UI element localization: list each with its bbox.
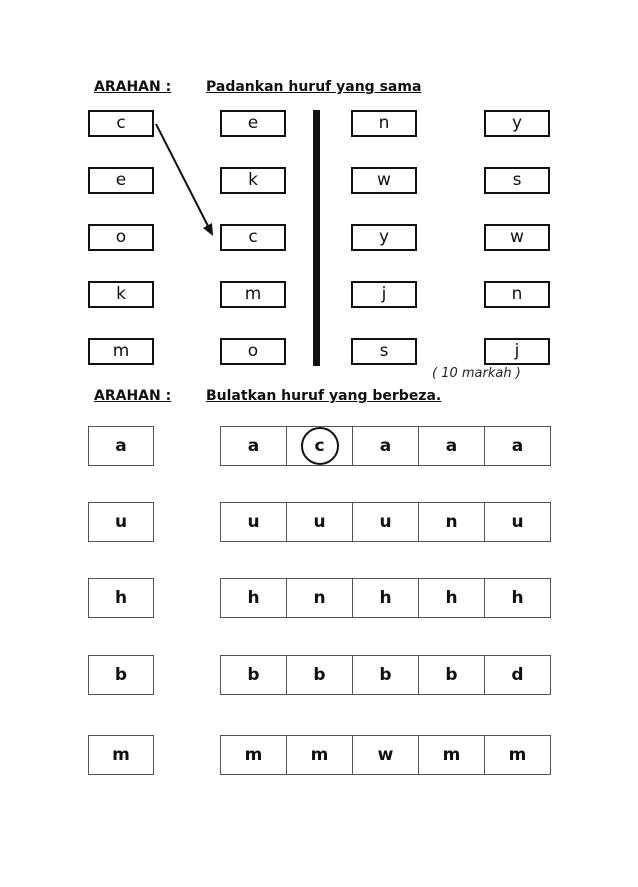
match-box-left-b-2[interactable]: w [351, 167, 417, 194]
section2-label: ARAHAN : [94, 388, 172, 404]
option-cell[interactable]: m [484, 735, 551, 775]
target-letter-2: u [88, 502, 154, 542]
match-box-right-5[interactable]: o [220, 338, 286, 365]
match-box-right-b-4[interactable]: n [484, 281, 550, 308]
match-box-left-b-3[interactable]: y [351, 224, 417, 251]
option-cell[interactable]: d [484, 655, 551, 695]
option-cell[interactable]: a [484, 426, 551, 466]
match-box-left-1[interactable]: c [88, 110, 154, 137]
option-cell[interactable]: w [352, 735, 419, 775]
match-box-left-b-4[interactable]: j [351, 281, 417, 308]
option-cell[interactable]: u [352, 502, 419, 542]
option-cell[interactable]: h [220, 578, 287, 618]
option-cell[interactable]: h [352, 578, 419, 618]
option-cell-circled[interactable] [286, 426, 353, 466]
option-cell[interactable]: b [352, 655, 419, 695]
option-cell[interactable]: a [220, 426, 287, 466]
match-box-left-4[interactable]: k [88, 281, 154, 308]
option-cell[interactable]: b [418, 655, 485, 695]
match-box-right-b-5[interactable]: j [484, 338, 550, 365]
option-cell[interactable]: m [418, 735, 485, 775]
option-cell[interactable]: b [220, 655, 287, 695]
option-cell[interactable]: b [286, 655, 353, 695]
option-cell[interactable]: a [418, 426, 485, 466]
match-box-right-b-3[interactable]: w [484, 224, 550, 251]
option-cell[interactable]: u [286, 502, 353, 542]
match-box-right-b-2[interactable]: s [484, 167, 550, 194]
marks-note: ( 10 markah ) [432, 366, 521, 381]
match-box-left-b-5[interactable]: s [351, 338, 417, 365]
match-box-right-4[interactable]: m [220, 281, 286, 308]
section2-instruction: Bulatkan huruf yang berbeza. [206, 388, 442, 404]
match-box-right-3[interactable]: c [220, 224, 286, 251]
section1-label: ARAHAN : [94, 79, 172, 95]
option-group-5 [220, 735, 551, 775]
target-letter-5: m [88, 735, 154, 775]
option-cell[interactable]: a [352, 426, 419, 466]
option-cell[interactable]: u [220, 502, 287, 542]
match-box-right-1[interactable]: e [220, 110, 286, 137]
option-cell[interactable]: m [286, 735, 353, 775]
option-cell[interactable]: h [484, 578, 551, 618]
option-cell[interactable]: n [286, 578, 353, 618]
match-box-right-b-1[interactable]: y [484, 110, 550, 137]
option-group-4 [220, 655, 551, 695]
option-group-3 [220, 578, 551, 618]
match-box-left-5[interactable]: m [88, 338, 154, 365]
target-letter-1: a [88, 426, 154, 466]
option-cell[interactable]: u [484, 502, 551, 542]
option-group-2 [220, 502, 551, 542]
answer-circle: c [301, 427, 339, 465]
match-box-left-3[interactable]: o [88, 224, 154, 251]
section1-instruction: Padankan huruf yang sama [206, 79, 422, 95]
match-box-right-2[interactable]: k [220, 167, 286, 194]
option-group-1 [220, 426, 551, 466]
target-letter-3: h [88, 578, 154, 618]
option-cell[interactable]: h [418, 578, 485, 618]
option-cell[interactable]: m [220, 735, 287, 775]
match-box-left-2[interactable]: e [88, 167, 154, 194]
option-cell[interactable]: n [418, 502, 485, 542]
target-letter-4: b [88, 655, 154, 695]
match-box-left-b-1[interactable]: n [351, 110, 417, 137]
